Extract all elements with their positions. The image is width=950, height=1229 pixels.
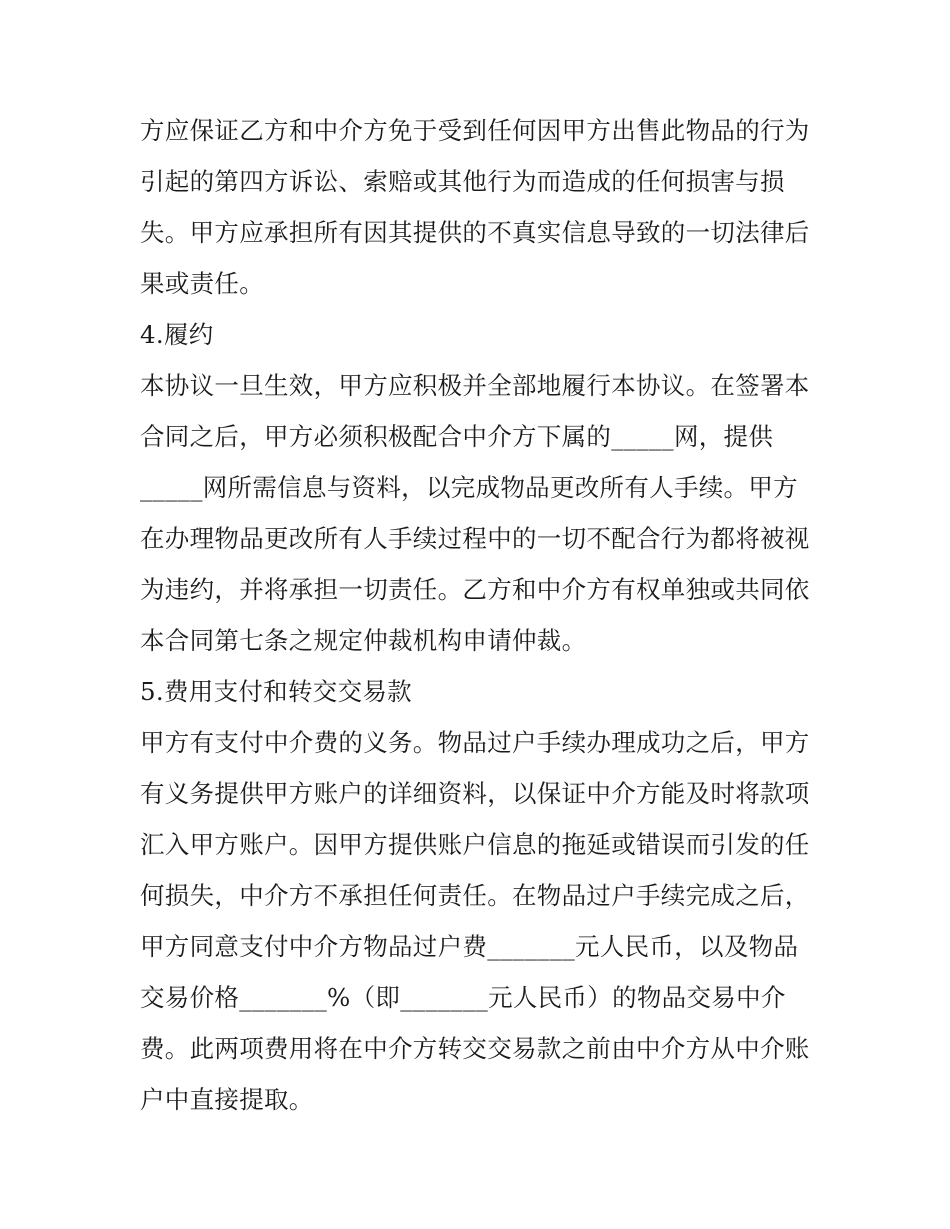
paragraph-line: 为违约，并将承担一切责任。乙方和中介方有权单独或共同依 (140, 575, 810, 604)
paragraph-line: 有义务提供甲方账户的详细资料，以保证中介方能及时将款项 (140, 779, 810, 808)
paragraph-line: 甲方同意支付中介方物品过户费_______元人民币，以及物品 (140, 932, 799, 961)
paragraph-line: 合同之后，甲方必须积极配合中介方下属的_____网，提供 (140, 422, 774, 451)
paragraph-line: 果或责任。 (140, 269, 264, 298)
document-page (140, 105, 812, 1125)
paragraph-line: 户中直接提取。 (140, 1085, 314, 1114)
paragraph-line: 汇入甲方账户。因甲方提供账户信息的拖延或错误而引发的任 (140, 830, 810, 859)
paragraph-line: 本协议一旦生效，甲方应积极并全部地履行本协议。在签署本 (140, 371, 810, 400)
paragraph-line: 甲方有支付中介费的义务。物品过户手续办理成功之后，甲方 (140, 728, 810, 757)
paragraph-line: 失。甲方应承担所有因其提供的不真实信息导致的一切法律后 (140, 218, 810, 247)
section-heading-performance: 4.履约 (140, 320, 214, 349)
paragraph-line: 引起的第四方诉讼、索赔或其他行为而造成的任何损害与损 (140, 167, 785, 196)
paragraph-line: 本合同第七条之规定仲裁机构申请仲裁。 (140, 626, 587, 655)
paragraph-line: 何损失，中介方不承担任何责任。在物品过户手续完成之后， (140, 881, 810, 910)
section-heading-payment: 5.费用支付和转交交易款 (140, 677, 412, 706)
paragraph-line: _____网所需信息与资料，以完成物品更改所有人手续。甲方 (140, 473, 798, 502)
paragraph-line: 方应保证乙方和中介方免于受到任何因甲方出售此物品的行为 (140, 116, 810, 145)
paragraph-line: 在办理物品更改所有人手续过程中的一切不配合行为都将被视 (140, 524, 810, 553)
paragraph-line: 交易价格_______%（即_______元人民币）的物品交易中介 (140, 983, 786, 1012)
paragraph-line: 费。此两项费用将在中介方转交交易款之前由中介方从中介账 (140, 1034, 810, 1063)
